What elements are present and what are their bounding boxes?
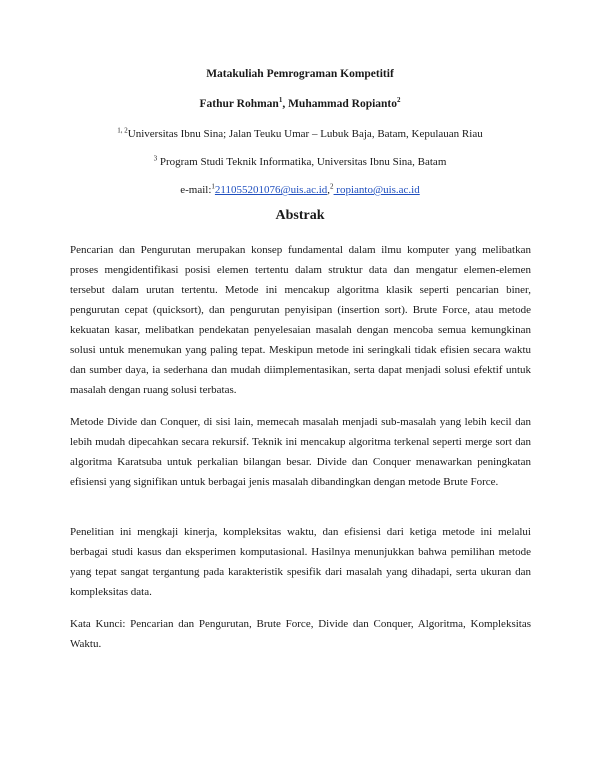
abstract-paragraph: Penelitian ini mengkaji kinerja, kompleksitas waktu, dan efisiensi dari ketiga metode ini melalui berbagai studi kasus dan eksperimen komputasional. Hasilnya menunjukkan bahwa pemilihan metode yang tepat sangat tergantung pada karakteristik spesifik dari masalah yang dihadapi, serta ukuran dan kompleksitas data. [70, 526, 531, 598]
affiliation-text: Program Studi Teknik Informatika, Universitas Ibnu Sina, Batam [157, 156, 447, 168]
author-superscript: 1 [278, 96, 283, 105]
email-label: e-mail: [180, 184, 212, 196]
email-link[interactable]: 211055201076@uis.ac.id [214, 184, 328, 196]
author-line [0, 98, 600, 110]
email-line [0, 184, 600, 196]
abstract-paragraph: Pencarian dan Pengurutan merupakan konsep fundamental dalam ilmu komputer yang melibatkan proses mengidentifikasi posisi elemen tertentu dalam struktur data dan mengatur elemen-elemen tersebut dalam urutan tertentu. Metode ini mencakup algoritma klasik seperti pencarian biner, pengurutan cepat (quicksort), dan pengurutan penyisipan (insertion sort). Brute Force, atau metode kekuatan kasar, melibatkan pendekatan penyelesaian masalah dengan mencoba semua kemungkinan solusi untuk menemukan yang paling tepat. Meskipun metode ini seringkali tidak efisien secara waktu dan sumber daya, ia sederhana dan mudah diimplementasikan, serta dapat menjadi solusi efektif untuk masalah dengan ruang solusi terbatas. [70, 244, 531, 396]
author-superscript: 2 [397, 96, 401, 105]
email-separator: , [327, 184, 331, 196]
paper-title: Matakuliah Pemrograman Kompetitif [206, 68, 394, 80]
author-name: Muhammad Ropianto [288, 98, 398, 110]
affiliation-line [0, 156, 600, 168]
email-link[interactable]: ropianto@uis.ac.id [333, 184, 420, 196]
affiliation-superscript: 1, 2 [117, 126, 128, 135]
affiliation-superscript: 3 [153, 154, 158, 163]
affiliation-text: Universitas Ibnu Sina; Jalan Teuku Umar – Lubuk Baja, Batam, Kepulauan Riau [127, 128, 483, 140]
keywords-paragraph: Kata Kunci: Pencarian dan Pengurutan, Brute Force, Divide dan Conquer, Algoritma, Kompleksitas Waktu. [70, 618, 531, 650]
email-superscript: 2 [330, 182, 334, 191]
author-name: Fathur Rohman [199, 98, 279, 110]
author-separator: , [282, 98, 289, 110]
abstract-paragraph: Metode Divide dan Conquer, di sisi lain, memecah masalah menjadi sub-masalah yang lebih kecil dan lebih mudah dipecahkan secara rekursif. Teknik ini mencakup algoritma terkenal seperti merge sort dan algoritma Karatsuba untuk perkalian bilangan besar. Divide dan Conquer menawarkan peningkatan efisiensi yang signifikan untuk berbagai jenis masalah dibandingkan dengan metode Brute Force. [70, 416, 531, 488]
affiliation-line [0, 128, 600, 140]
email-superscript: 1 [211, 182, 215, 191]
abstract-heading: Abstrak [275, 208, 325, 223]
